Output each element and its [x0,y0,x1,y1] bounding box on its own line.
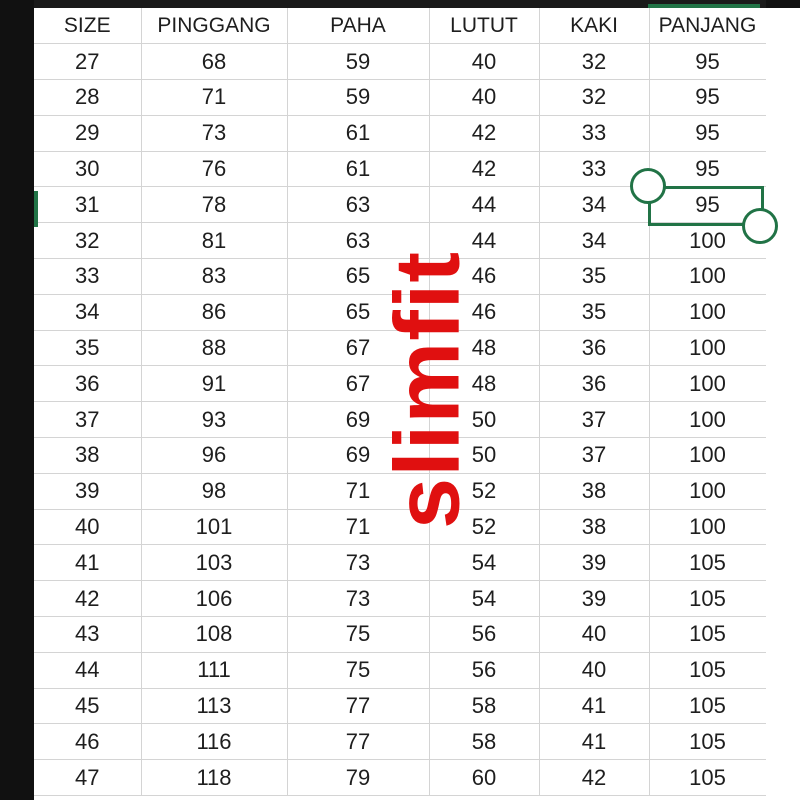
cell-lutut[interactable]: 44 [429,187,539,223]
column-header-kaki[interactable]: KAKI [539,8,649,44]
cell-panjang[interactable]: 100 [649,473,766,509]
cell-paha[interactable]: 79 [287,760,429,796]
cell-kaki[interactable]: 35 [539,259,649,295]
cell-pinggang[interactable]: 81 [141,223,287,259]
cell-pinggang[interactable]: 71 [141,80,287,116]
cell-lutut[interactable]: 44 [429,223,539,259]
cell-kaki[interactable]: 32 [539,44,649,80]
cell-paha[interactable]: 75 [287,652,429,688]
cell-lutut[interactable]: 40 [429,44,539,80]
cell-kaki[interactable]: 34 [539,223,649,259]
cell-lutut[interactable]: 54 [429,545,539,581]
cell-pinggang[interactable]: 106 [141,581,287,617]
table-row [34,44,766,80]
cell-kaki[interactable]: 35 [539,294,649,330]
cell-kaki[interactable]: 37 [539,438,649,474]
cell-panjang[interactable]: 105 [649,581,766,617]
cell-pinggang[interactable]: 76 [141,151,287,187]
cell-pinggang[interactable]: 101 [141,509,287,545]
table-row [34,617,766,653]
cell-lutut[interactable]: 50 [429,402,539,438]
cell-paha[interactable]: 59 [287,80,429,116]
cell-paha[interactable]: 65 [287,259,429,295]
selection-handle-top-left[interactable] [630,168,666,204]
cell-lutut[interactable]: 58 [429,688,539,724]
cell-paha[interactable]: 71 [287,509,429,545]
cell-pinggang[interactable]: 68 [141,44,287,80]
slimfit-watermark: slimfit [376,251,479,529]
cell-paha[interactable]: 61 [287,115,429,151]
cell-size[interactable]: 38 [34,438,141,474]
column-header-pinggang[interactable]: PINGGANG [141,8,287,44]
cell-size[interactable]: 27 [34,44,141,80]
cell-lutut[interactable]: 46 [429,294,539,330]
table-row [34,760,766,796]
cell-lutut[interactable]: 58 [429,724,539,760]
cell-paha[interactable]: 73 [287,545,429,581]
cell-paha[interactable]: 75 [287,617,429,653]
table-row [34,509,766,545]
cell-kaki[interactable]: 42 [539,760,649,796]
table-row [34,366,766,402]
table-row [34,223,766,259]
cell-pinggang[interactable]: 98 [141,473,287,509]
table-row [34,402,766,438]
cell-pinggang[interactable]: 113 [141,688,287,724]
table-row [34,545,766,581]
cell-kaki[interactable]: 36 [539,366,649,402]
cell-size[interactable]: 46 [34,724,141,760]
cell-kaki[interactable]: 40 [539,652,649,688]
table-row [34,330,766,366]
cell-size[interactable]: 37 [34,402,141,438]
cell-size[interactable]: 47 [34,760,141,796]
column-header-lutut[interactable]: LUTUT [429,8,539,44]
cell-pinggang[interactable]: 91 [141,366,287,402]
cell-pinggang[interactable]: 96 [141,438,287,474]
cell-panjang[interactable]: 105 [649,724,766,760]
cell-kaki[interactable]: 32 [539,80,649,116]
cell-pinggang[interactable]: 78 [141,187,287,223]
cell-kaki[interactable]: 38 [539,473,649,509]
cell-paha[interactable]: 61 [287,151,429,187]
cell-paha[interactable]: 69 [287,438,429,474]
cell-panjang[interactable]: 95 [649,80,766,116]
cell-panjang[interactable]: 105 [649,688,766,724]
cell-paha[interactable]: 59 [287,44,429,80]
cell-pinggang[interactable]: 86 [141,294,287,330]
cell-panjang[interactable]: 100 [649,223,766,259]
header-row [34,8,766,44]
cell-size[interactable]: 44 [34,652,141,688]
cell-pinggang[interactable]: 83 [141,259,287,295]
cell-lutut[interactable]: 48 [429,366,539,402]
cell-kaki[interactable]: 37 [539,402,649,438]
cell-pinggang[interactable]: 73 [141,115,287,151]
cell-size[interactable]: 43 [34,617,141,653]
cell-paha[interactable]: 67 [287,330,429,366]
cell-panjang[interactable]: 95 [649,151,766,187]
cell-paha[interactable]: 77 [287,688,429,724]
cell-lutut[interactable]: 52 [429,509,539,545]
cell-kaki[interactable]: 39 [539,545,649,581]
table-row [34,294,766,330]
cell-paha[interactable]: 73 [287,581,429,617]
cell-panjang[interactable]: 105 [649,545,766,581]
cell-lutut[interactable]: 50 [429,438,539,474]
cell-pinggang[interactable]: 103 [141,545,287,581]
spreadsheet-grid [34,8,766,800]
cell-kaki[interactable]: 40 [539,617,649,653]
cell-panjang[interactable]: 105 [649,652,766,688]
cell-pinggang[interactable]: 93 [141,402,287,438]
cell-size[interactable]: 36 [34,366,141,402]
cell-pinggang[interactable]: 118 [141,760,287,796]
cell-lutut[interactable]: 46 [429,259,539,295]
cell-panjang[interactable]: 95 [649,187,766,223]
cell-size[interactable]: 31 [34,187,141,223]
cell-panjang[interactable]: 95 [649,44,766,80]
table-row [34,80,766,116]
column-header-size[interactable]: SIZE [34,8,141,44]
table-row [34,581,766,617]
sheet-right-edge [766,8,800,800]
column-header-panjang[interactable]: PANJANG [649,8,766,44]
cell-panjang[interactable]: 100 [649,402,766,438]
cell-panjang[interactable]: 100 [649,366,766,402]
cell-size[interactable]: 28 [34,80,141,116]
cell-size[interactable]: 34 [34,294,141,330]
cell-lutut[interactable]: 42 [429,151,539,187]
cell-kaki[interactable]: 41 [539,688,649,724]
column-header-paha[interactable]: PAHA [287,8,429,44]
cell-paha[interactable]: 69 [287,402,429,438]
table-row [34,724,766,760]
cell-paha[interactable]: 65 [287,294,429,330]
cell-panjang[interactable]: 105 [649,617,766,653]
cell-pinggang[interactable]: 116 [141,724,287,760]
cell-size[interactable]: 30 [34,151,141,187]
cell-lutut[interactable]: 56 [429,617,539,653]
cell-pinggang[interactable]: 88 [141,330,287,366]
cell-paha[interactable]: 67 [287,366,429,402]
cell-lutut[interactable]: 52 [429,473,539,509]
cell-size[interactable]: 33 [34,259,141,295]
selected-row-header-indicator [34,191,38,227]
cell-kaki[interactable]: 39 [539,581,649,617]
cell-lutut[interactable]: 60 [429,760,539,796]
cell-kaki[interactable]: 41 [539,724,649,760]
cell-size[interactable]: 45 [34,688,141,724]
cell-pinggang[interactable]: 111 [141,652,287,688]
cell-kaki[interactable]: 34 [539,187,649,223]
cell-size[interactable]: 40 [34,509,141,545]
cell-size[interactable]: 29 [34,115,141,151]
cell-kaki[interactable]: 33 [539,151,649,187]
cell-size[interactable]: 35 [34,330,141,366]
cell-size[interactable]: 41 [34,545,141,581]
table-row [34,688,766,724]
table-row [34,652,766,688]
cell-paha[interactable]: 63 [287,223,429,259]
cell-lutut[interactable]: 40 [429,80,539,116]
cell-lutut[interactable]: 56 [429,652,539,688]
cell-lutut[interactable]: 42 [429,115,539,151]
cell-kaki[interactable]: 36 [539,330,649,366]
cell-panjang[interactable]: 95 [649,115,766,151]
cell-size[interactable]: 39 [34,473,141,509]
cell-paha[interactable]: 63 [287,187,429,223]
cell-panjang[interactable]: 100 [649,330,766,366]
cell-kaki[interactable]: 38 [539,509,649,545]
cell-panjang[interactable]: 100 [649,259,766,295]
cell-kaki[interactable]: 33 [539,115,649,151]
cell-paha[interactable]: 77 [287,724,429,760]
table-row [34,259,766,295]
cell-size[interactable]: 32 [34,223,141,259]
cell-panjang[interactable]: 105 [649,760,766,796]
table-row [34,438,766,474]
size-chart-table [34,8,766,796]
cell-panjang[interactable]: 100 [649,294,766,330]
cell-pinggang[interactable]: 108 [141,617,287,653]
cell-panjang[interactable]: 100 [649,509,766,545]
selection-handle-bottom-right[interactable] [742,208,778,244]
cell-paha[interactable]: 71 [287,473,429,509]
table-row [34,473,766,509]
cell-size[interactable]: 42 [34,581,141,617]
cell-lutut[interactable]: 54 [429,581,539,617]
cell-panjang[interactable]: 100 [649,438,766,474]
table-row [34,115,766,151]
cell-lutut[interactable]: 48 [429,330,539,366]
